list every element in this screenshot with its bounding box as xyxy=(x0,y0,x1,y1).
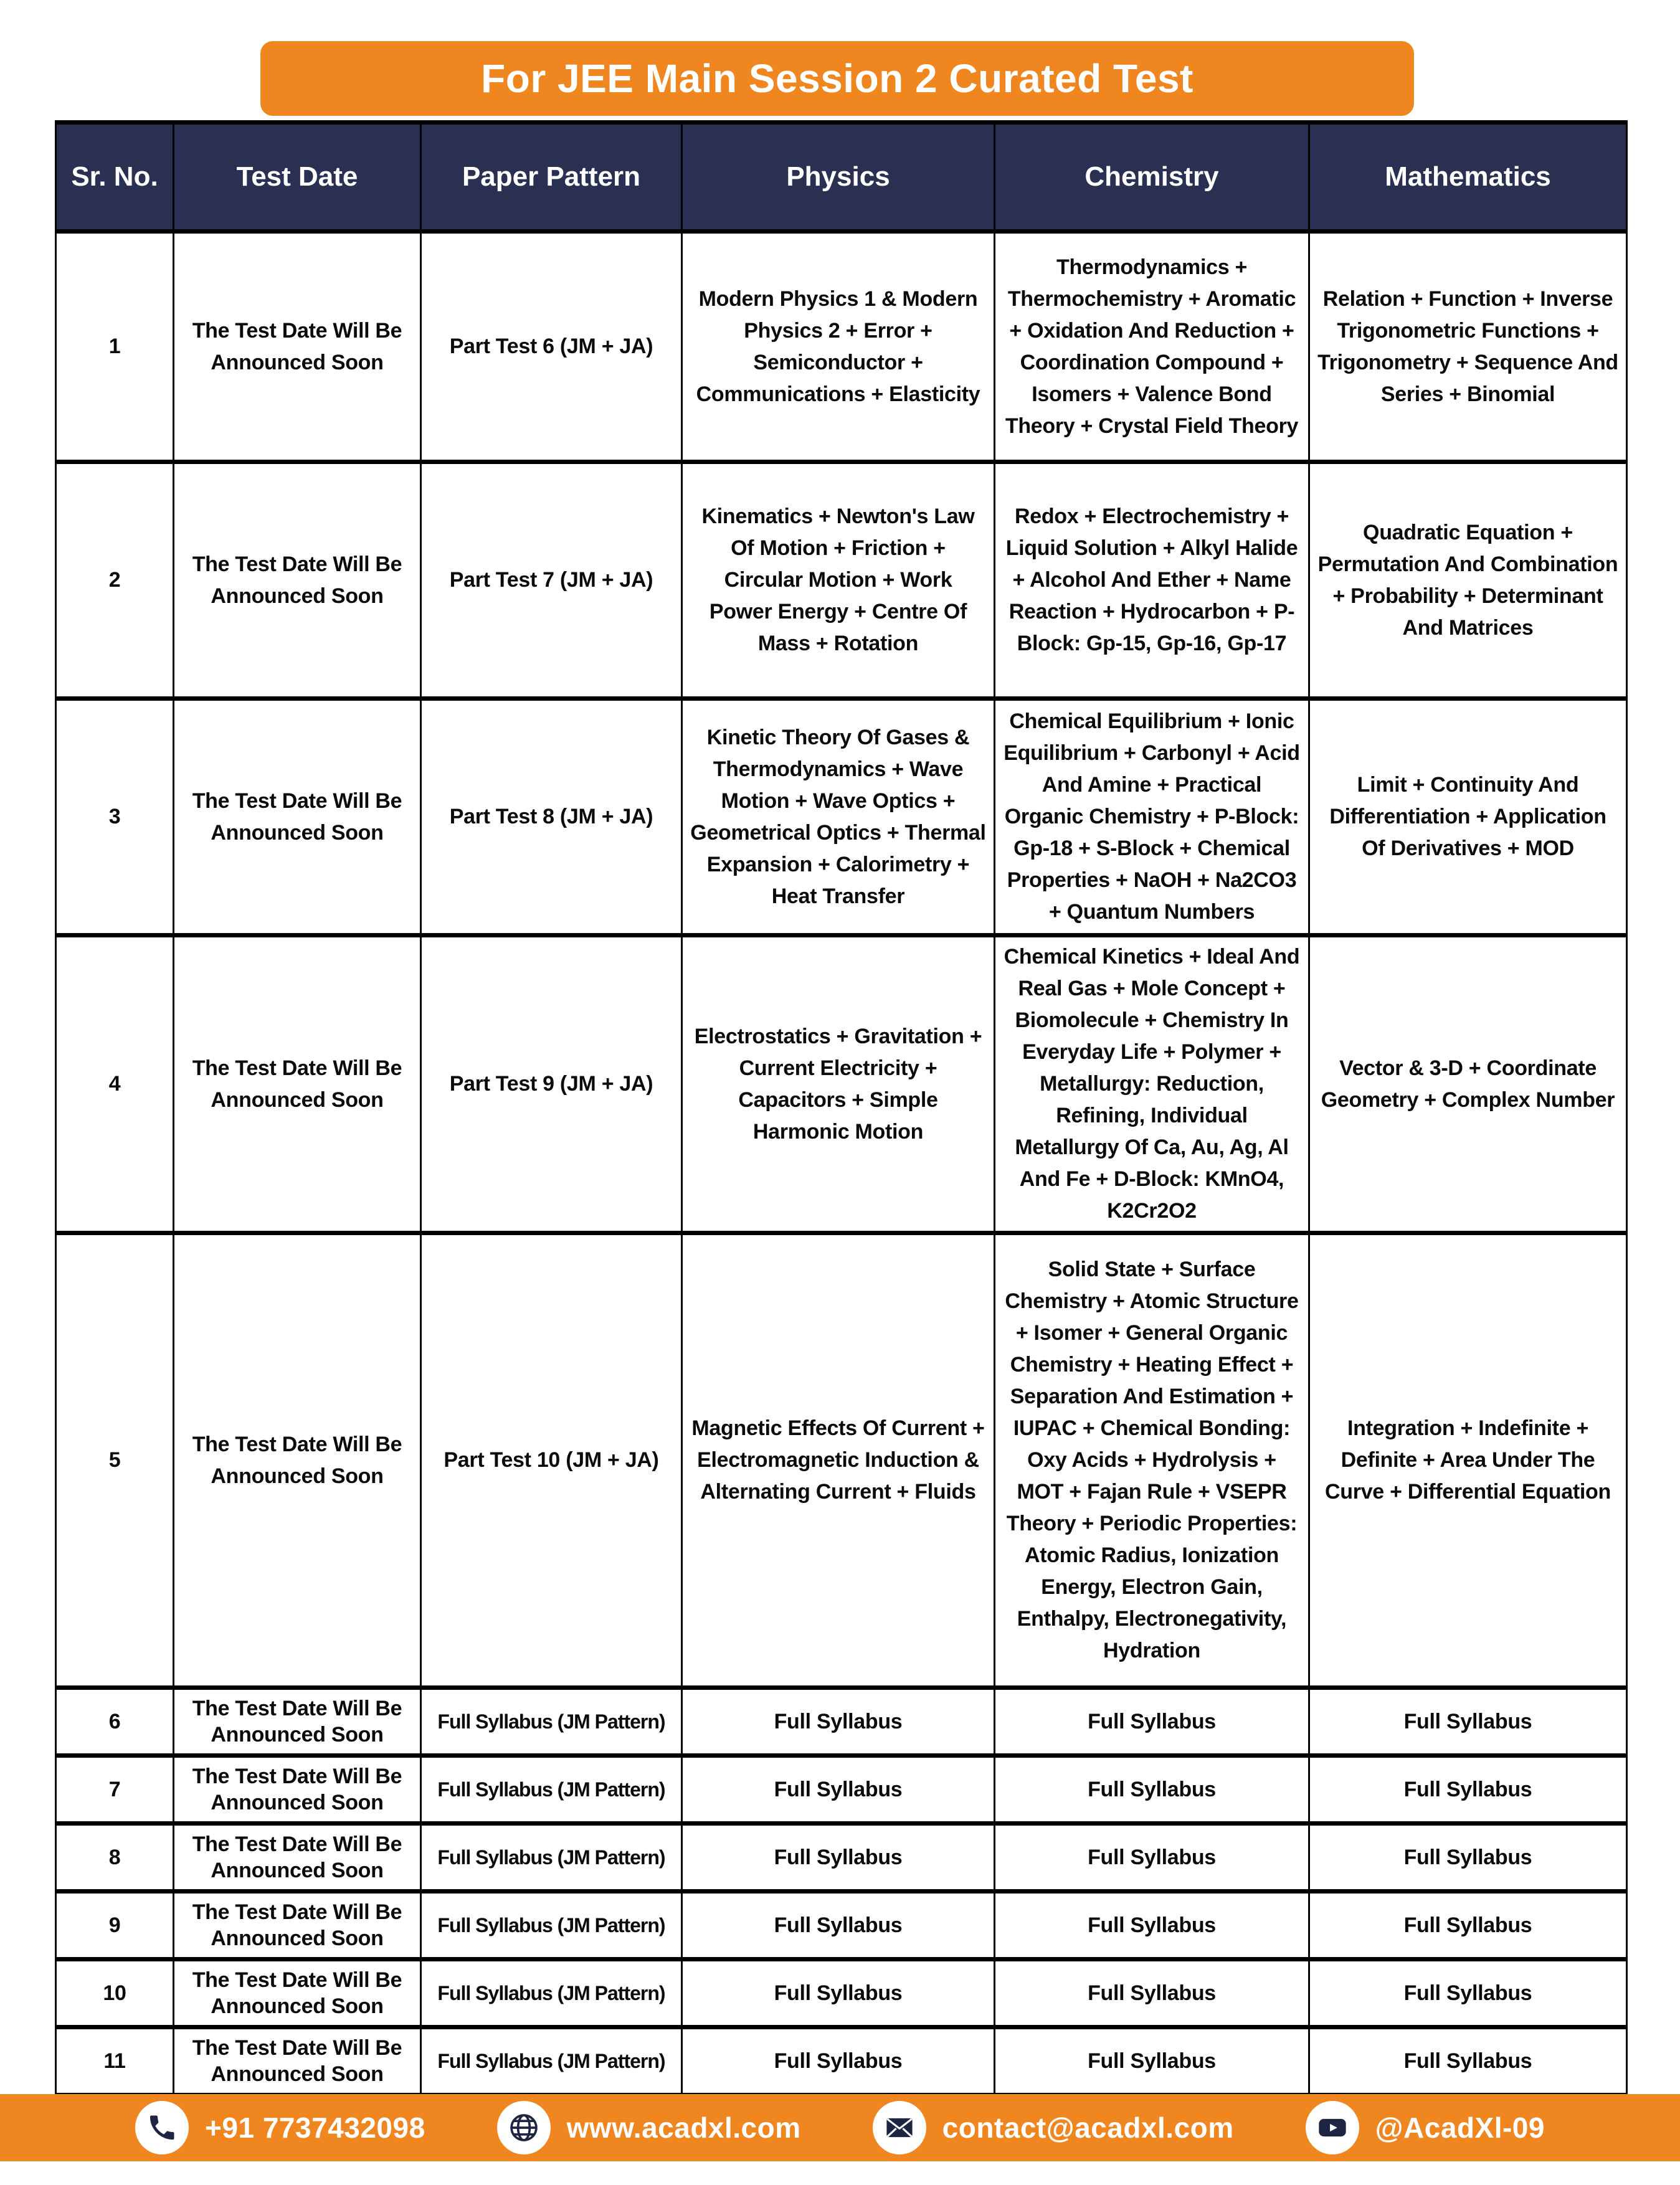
cell-sr-no: 1 xyxy=(56,232,174,462)
cell-sr-no: 5 xyxy=(56,1233,174,1688)
cell-test-date: The Test Date Will Be Announced Soon xyxy=(174,2027,421,2095)
cell-paper-pattern: Full Syllabus (JM Pattern) xyxy=(421,2027,682,2095)
cell-test-date: The Test Date Will Be Announced Soon xyxy=(174,699,421,936)
cell-chemistry: Full Syllabus xyxy=(995,1892,1309,1960)
cell-sr-no: 2 xyxy=(56,462,174,699)
cell-mathematics: Full Syllabus xyxy=(1309,1824,1627,1892)
cell-mathematics: Limit + Continuity And Differentiation + Application Of Derivatives + MOD xyxy=(1309,699,1627,936)
youtube-icon xyxy=(1306,2101,1359,2154)
cell-physics: Kinematics + Newton's Law Of Motion + Friction + Circular Motion + Work Power Energy + Centre Of Mass + Rotation xyxy=(682,462,995,699)
cell-test-date: The Test Date Will Be Announced Soon xyxy=(174,1756,421,1824)
table-row xyxy=(56,699,1627,936)
column-header-chemistry: Chemistry xyxy=(995,123,1309,232)
column-header-physics: Physics xyxy=(682,123,995,232)
cell-mathematics: Quadratic Equation + Permutation And Combination + Probability + Determinant And Matrices xyxy=(1309,462,1627,699)
table-row xyxy=(56,232,1627,462)
cell-mathematics: Full Syllabus xyxy=(1309,1892,1627,1960)
cell-physics: Kinetic Theory Of Gases & Thermodynamics + Wave Motion + Wave Optics + Geometrical Optics + Thermal Expansion + Calorimetry + Heat Transfer xyxy=(682,699,995,936)
footer-website xyxy=(497,2101,801,2154)
cell-chemistry: Full Syllabus xyxy=(995,2027,1309,2095)
footer-phone xyxy=(135,2101,425,2154)
cell-paper-pattern: Part Test 6 (JM + JA) xyxy=(421,232,682,462)
cell-chemistry: Full Syllabus xyxy=(995,1960,1309,2027)
banner xyxy=(260,41,1414,116)
cell-paper-pattern: Part Test 9 (JM + JA) xyxy=(421,936,682,1233)
cell-test-date: The Test Date Will Be Announced Soon xyxy=(174,232,421,462)
cell-paper-pattern: Full Syllabus (JM Pattern) xyxy=(421,1688,682,1756)
cell-test-date: The Test Date Will Be Announced Soon xyxy=(174,1233,421,1688)
cell-sr-no: 7 xyxy=(56,1756,174,1824)
column-header-mathematics: Mathematics xyxy=(1309,123,1627,232)
cell-mathematics: Integration + Indefinite + Definite + Area Under The Curve + Differential Equation xyxy=(1309,1233,1627,1688)
footer-email-text: contact@acadxl.com xyxy=(942,2112,1234,2144)
cell-chemistry: Full Syllabus xyxy=(995,1756,1309,1824)
cell-paper-pattern: Full Syllabus (JM Pattern) xyxy=(421,1960,682,2027)
globe-icon xyxy=(497,2101,551,2154)
table-row xyxy=(56,1824,1627,1892)
cell-physics: Full Syllabus xyxy=(682,1892,995,1960)
cell-chemistry: Full Syllabus xyxy=(995,1824,1309,1892)
test-schedule-table xyxy=(55,120,1628,2097)
cell-sr-no: 11 xyxy=(56,2027,174,2095)
cell-mathematics: Full Syllabus xyxy=(1309,1688,1627,1756)
cell-chemistry: Thermodynamics + Thermochemistry + Aromatic + Oxidation And Reduction + Coordination Compound + Isomers + Valence Bond Theory + Crystal Field Theory xyxy=(995,232,1309,462)
cell-paper-pattern: Part Test 10 (JM + JA) xyxy=(421,1233,682,1688)
cell-test-date: The Test Date Will Be Announced Soon xyxy=(174,1892,421,1960)
cell-chemistry: Full Syllabus xyxy=(995,1688,1309,1756)
cell-paper-pattern: Full Syllabus (JM Pattern) xyxy=(421,1824,682,1892)
column-header-sr-no: Sr. No. xyxy=(56,123,174,232)
column-header-paper-pattern: Paper Pattern xyxy=(421,123,682,232)
cell-test-date: The Test Date Will Be Announced Soon xyxy=(174,1960,421,2027)
table-row xyxy=(56,1688,1627,1756)
table-row xyxy=(56,462,1627,699)
cell-physics: Full Syllabus xyxy=(682,1756,995,1824)
cell-paper-pattern: Part Test 8 (JM + JA) xyxy=(421,699,682,936)
cell-physics: Full Syllabus xyxy=(682,1824,995,1892)
footer-youtube xyxy=(1306,2101,1545,2154)
cell-physics: Full Syllabus xyxy=(682,2027,995,2095)
cell-paper-pattern: Part Test 7 (JM + JA) xyxy=(421,462,682,699)
email-icon xyxy=(873,2101,926,2154)
cell-test-date: The Test Date Will Be Announced Soon xyxy=(174,936,421,1233)
cell-sr-no: 3 xyxy=(56,699,174,936)
footer-email xyxy=(873,2101,1234,2154)
cell-test-date: The Test Date Will Be Announced Soon xyxy=(174,1824,421,1892)
cell-chemistry: Chemical Equilibrium + Ionic Equilibrium + Carbonyl + Acid And Amine + Practical Organic Chemistry + P-Block: Gp-18 + S-Block + Chemical Properties + NaOH + Na2CO3 + Quantum Numbers xyxy=(995,699,1309,936)
footer-youtube-text: @AcadXl-09 xyxy=(1375,2112,1545,2144)
cell-sr-no: 6 xyxy=(56,1688,174,1756)
column-header-test-date: Test Date xyxy=(174,123,421,232)
cell-chemistry: Chemical Kinetics + Ideal And Real Gas + Mole Concept + Biomolecule + Chemistry In Everyday Life + Polymer + Metallurgy: Reduction, Refining, Individual Metallurgy Of Ca, Au, Ag, Al And Fe + D-Block: KMnO4, K2Cr2O2 xyxy=(995,936,1309,1233)
cell-physics: Full Syllabus xyxy=(682,1960,995,2027)
cell-sr-no: 8 xyxy=(56,1824,174,1892)
table-header-row xyxy=(56,123,1627,232)
table-row xyxy=(56,1892,1627,1960)
cell-test-date: The Test Date Will Be Announced Soon xyxy=(174,462,421,699)
banner-title: For JEE Main Session 2 Curated Test xyxy=(481,56,1194,101)
phone-icon xyxy=(135,2101,189,2154)
footer-website-text: www.acadxl.com xyxy=(566,2112,801,2144)
cell-mathematics: Full Syllabus xyxy=(1309,1756,1627,1824)
table-row xyxy=(56,1756,1627,1824)
cell-mathematics: Full Syllabus xyxy=(1309,2027,1627,2095)
table-row xyxy=(56,1233,1627,1688)
footer-contact-bar xyxy=(0,2094,1680,2161)
cell-sr-no: 4 xyxy=(56,936,174,1233)
cell-mathematics: Full Syllabus xyxy=(1309,1960,1627,2027)
cell-physics: Electrostatics + Gravitation + Current Electricity + Capacitors + Simple Harmonic Motion xyxy=(682,936,995,1233)
cell-chemistry: Solid State + Surface Chemistry + Atomic Structure + Isomer + General Organic Chemistry + Heating Effect + Separation And Estimation + IUPAC + Chemical Bonding: Oxy Acids + Hydrolysis + MOT + Fajan Rule + VSEPR Theory + Periodic Properties: Atomic Radius, Ionization Energy, Electron Gain, Enthalpy, Electronegativity, Hydration xyxy=(995,1233,1309,1688)
cell-physics: Modern Physics 1 & Modern Physics 2 + Error + Semiconductor + Communications + Elasticity xyxy=(682,232,995,462)
table-row xyxy=(56,2027,1627,2095)
cell-mathematics: Relation + Function + Inverse Trigonometric Functions + Trigonometry + Sequence And Series + Binomial xyxy=(1309,232,1627,462)
footer-phone-text: +91 7737432098 xyxy=(205,2112,425,2144)
table-row xyxy=(56,1960,1627,2027)
cell-chemistry: Redox + Electrochemistry + Liquid Solution + Alkyl Halide + Alcohol And Ether + Name Reaction + Hydrocarbon + P-Block: Gp-15, Gp-16, Gp-17 xyxy=(995,462,1309,699)
cell-physics: Magnetic Effects Of Current + Electromagnetic Induction & Alternating Current + Fluids xyxy=(682,1233,995,1688)
cell-test-date: The Test Date Will Be Announced Soon xyxy=(174,1688,421,1756)
cell-mathematics: Vector & 3-D + Coordinate Geometry + Complex Number xyxy=(1309,936,1627,1233)
cell-sr-no: 9 xyxy=(56,1892,174,1960)
cell-physics: Full Syllabus xyxy=(682,1688,995,1756)
cell-paper-pattern: Full Syllabus (JM Pattern) xyxy=(421,1756,682,1824)
cell-sr-no: 10 xyxy=(56,1960,174,2027)
cell-paper-pattern: Full Syllabus (JM Pattern) xyxy=(421,1892,682,1960)
table-row xyxy=(56,936,1627,1233)
